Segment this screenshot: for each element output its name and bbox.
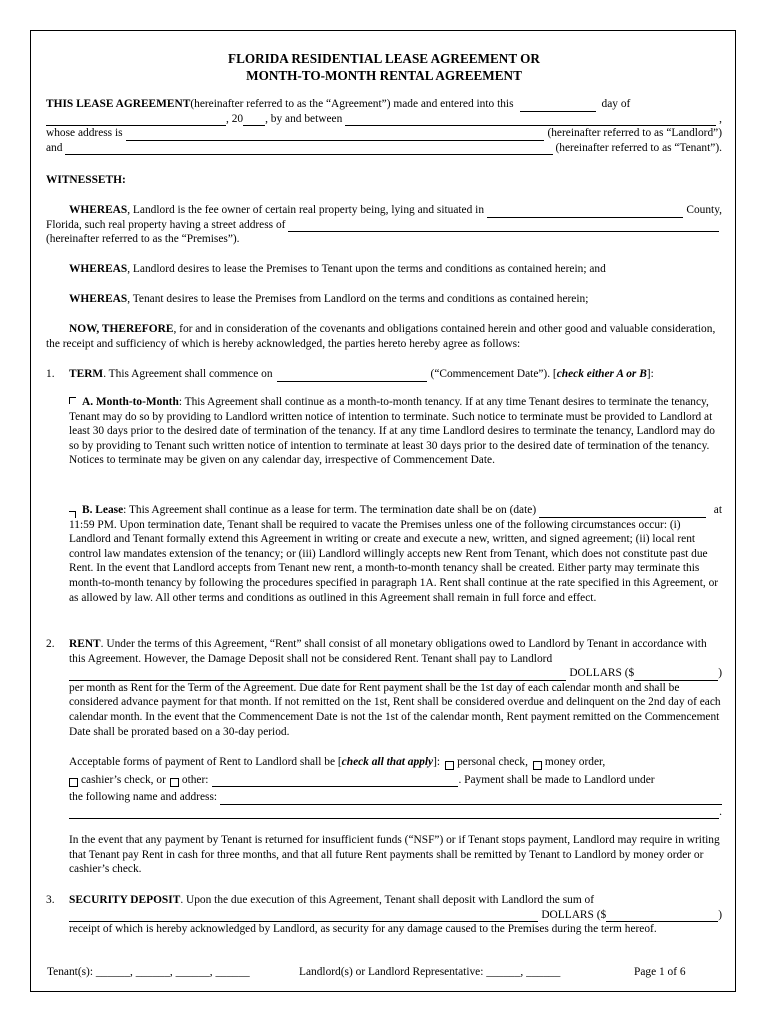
deposit-amount-blank[interactable] (606, 911, 718, 922)
street-address-blank[interactable] (288, 220, 719, 232)
section-2-number: 2. (46, 638, 55, 650)
payee-address-line-2[interactable] (69, 807, 719, 819)
rent-section: RENT. Under the terms of this Agreement, “Rent” shall consist of all monetary obligations owed to Landlord by Tenant in accordance with this Agreement. However, the Damage Deposit shall not be considered Rent. Tenant shall pay to Landlord DOLLARS ($ ) per month as Rent for the Term of the Agreement. Due date for Rent payment shall be the 1st day of each calendar month and shall be considered advance payment for that month. If not remitted on the 1st, Rent shall be considered overdue and delinquent on the 2nd day of each calendar month. In the event that the Commencement Date is not the 1st of the calendar month, Rent payment remitted on the Commencement Date shall be prorated based on a 30-day period. (69, 638, 722, 738)
security-deposit-section: SECURITY DEPOSIT. Upon the due execution of this Agreement, Tenant shall deposit with Landlord the sum of DOLLARS ($ ) receipt of which is hereby acknowledged by Landlord, as security for any damage caused to the Premises during the term hereof. (69, 894, 722, 936)
witnesseth-heading: WITNESSETH: (46, 174, 126, 186)
month-blank[interactable] (46, 115, 226, 126)
document-title (31, 51, 737, 84)
title-line-2: MONTH-TO-MONTH RENTAL AGREEMENT (246, 67, 522, 83)
document-page (30, 30, 736, 992)
section-1-number: 1. (46, 368, 55, 380)
landlord-initials[interactable]: Landlord(s) or Landlord Representative: ______, ______ (299, 966, 561, 978)
county-blank[interactable] (487, 206, 683, 218)
now-therefore-paragraph: NOW, THEREFORE, for and in consideration of the covenants and obligations contained herein and other good and valuable consideration, the receipt and sufficiency of which is hereby acknowledged, the parties hereto hereby agree as follows: (46, 323, 716, 350)
tenant-initials[interactable]: Tenant(s): ______, ______, ______, ______ (47, 966, 250, 978)
rent-words-blank[interactable] (69, 669, 566, 681)
payment-forms: Acceptable forms of payment of Rent to Landlord shall be [ check all that apply ]: personal check, money order, cashier’s check, or other: . Payment shall be made to Landlord under the following name and address: . (69, 756, 722, 818)
nsf-paragraph: In the event that any payment by Tenant is returned for insufficient funds (“NSF”) or if Tenant stops payment, Landlord may require in writing that Tenant pay Rent in cash for three months, and that all future Rent payments shall be remitted by Tenant to Landlord by money order or cashier’s check. (69, 834, 720, 876)
deposit-words-blank[interactable] (69, 910, 538, 922)
whereas-paragraph-1: WHEREAS , Landlord is the fee owner of certain real property being, lying and situated in County, Florida, such real property having a street address of (hereinafter referred to as the “Premises”). (46, 204, 722, 246)
other-payment-blank[interactable] (212, 776, 458, 787)
whereas-paragraph-3: WHEREAS, Tenant desires to lease the Premises from Landlord on the terms and conditions as contained herein; (69, 293, 589, 305)
intro-lead: THIS LEASE AGREEMENT (46, 98, 191, 110)
option-b-checkbox[interactable] (69, 511, 76, 518)
landlord-name-blank[interactable] (345, 114, 716, 126)
intro-paragraph: THIS LEASE AGREEMENT (hereinafter referred to as the “Agreement”) made and entered into this day of , 20 , by and between , whose address is (hereinafter referred to as “Landlord”) and (hereinafter referred to as “Tenant”). (46, 98, 722, 154)
other-payment-checkbox[interactable] (170, 778, 179, 787)
term-option-a: A. Month-to-Month: This Agreement shall continue as a month-to-month tenancy. If at any time Tenant desires to terminate the tenancy, Tenant may do so by providing to Landlord written notice of intention to terminate. Such notice to terminate must be provided to Landlord at least 30 days prior to the desired date of termination of the tenancy. If at any time Landlord desires to terminate the tenancy, Landlord may do so by providing to Tenant such written notice of intention to terminate at least 30 days prior to the desired date of termination of the tenancy. Notices to terminate may be given on any calendar day, irrespective of Commencement Date. (69, 396, 715, 467)
title-line-1: FLORIDA RESIDENTIAL LEASE AGREEMENT OR (228, 51, 540, 66)
whereas-paragraph-2: WHEREAS, Landlord desires to lease the Premises to Tenant upon the terms and conditions as contained herein; and (69, 263, 606, 275)
payee-name-address-blank[interactable] (220, 793, 722, 805)
money-order-checkbox[interactable] (533, 761, 542, 770)
termination-date-blank[interactable] (539, 506, 706, 518)
year-blank[interactable] (243, 115, 265, 126)
rent-amount-blank[interactable] (634, 670, 718, 681)
day-blank[interactable] (520, 101, 596, 112)
commencement-date-blank[interactable] (277, 371, 427, 382)
section-3-number: 3. (46, 894, 55, 906)
term-option-b: B. Lease : This Agreement shall continue as a lease for term. The termination date shall be on (date) at 11:59 PM. Upon termination date, Tenant shall be required to vacate the Premises unless one of the following circumstances occur: (i) Landlord and Tenant formally extend this Agreement in writing or create and execute a new, written, and signed agreement; (ii) local rent control law mandates extension of the tenancy; or (iii) Landlord willingly accepts new Rent from Tenant, which does not constitute past due Rent. In the event that Landlord accepts from Tenant new rent, a month-to-month tenancy shall be created. Either party may terminate this month-to-month tenancy by following the procedures specified in paragraph 1A. Rent shall continue at the rate specified in this Agreement, or as allowed by law. All other terms and conditions as outlined in this Agreement shall remain in full force and effect. (69, 504, 722, 604)
option-a-checkbox[interactable] (69, 397, 76, 404)
page-number: Page 1 of 6 (634, 966, 686, 978)
personal-check-checkbox[interactable] (445, 761, 454, 770)
tenant-name-blank[interactable] (65, 143, 552, 155)
cashiers-check-checkbox[interactable] (69, 778, 78, 787)
landlord-address-blank[interactable] (126, 129, 545, 141)
term-heading: TERM . This Agreement shall commence on (“Commencement Date”). [ check either A or B ]: (69, 368, 654, 380)
